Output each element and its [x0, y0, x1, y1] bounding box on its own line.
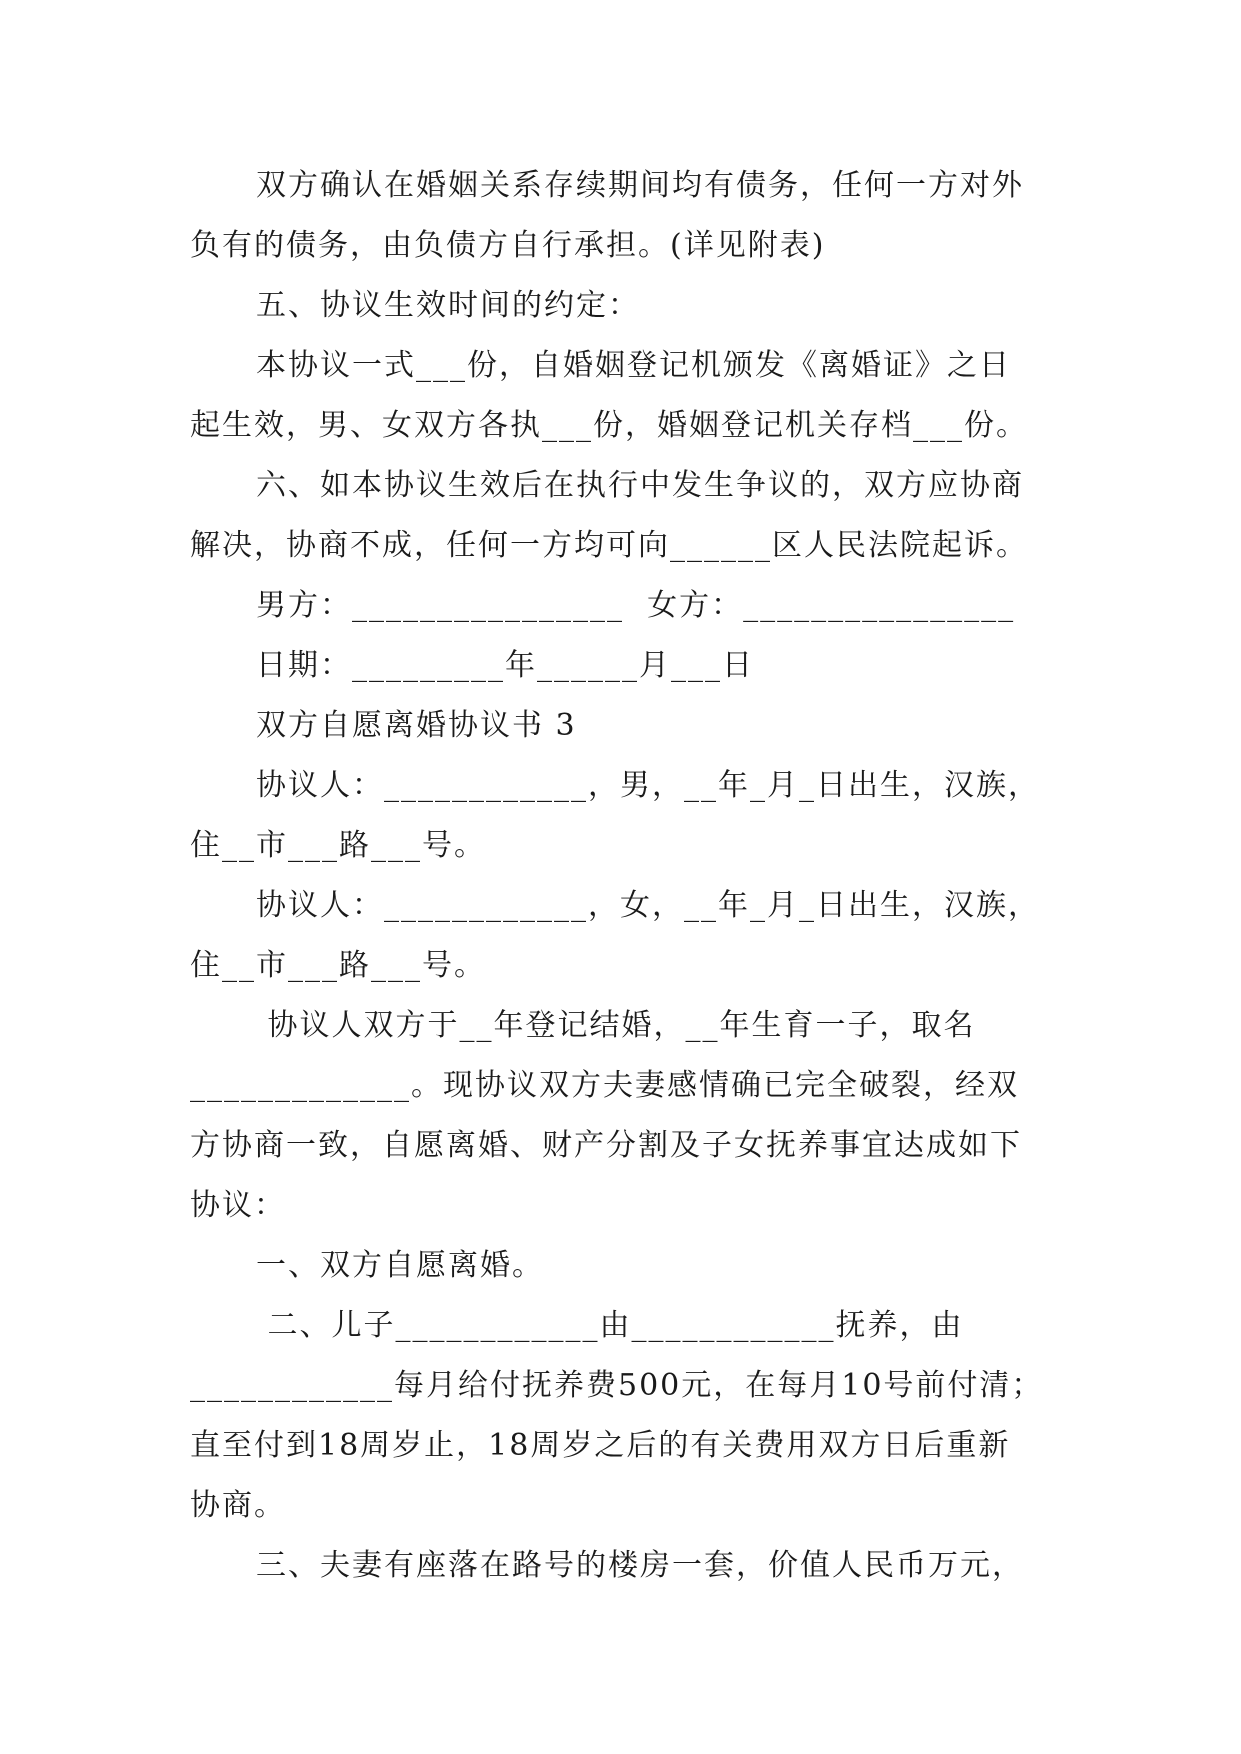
address-line: 住__市___路___号。	[190, 948, 486, 983]
document-title: 双方自愿离婚协议书 3	[256, 708, 577, 743]
paragraph-line: _____________。现协议双方夫妻感情确已完全破裂，经双	[190, 1068, 1019, 1103]
paragraph-line: 协商。	[190, 1488, 286, 1523]
party-line: 协议人：____________，女，__年_月_日出生，汉族，	[256, 888, 1040, 923]
paragraph-line: 六、如本协议生效后在执行中发生争议的，双方应协商	[256, 468, 1024, 503]
paragraph-line: 解决，协商不成，任何一方均可向______区人民法院起诉。	[190, 528, 1028, 563]
paragraph-line: 双方确认在婚姻关系存续期间均有债务，任何一方对外	[256, 168, 1024, 203]
paragraph-line: 方协商一致，自愿离婚、财产分割及子女抚养事宜达成如下	[190, 1128, 1022, 1163]
paragraph-line: 负有的债务，由负债方自行承担。(详见附表)	[190, 228, 826, 263]
paragraph-line: 直至付到18周岁止，18周岁之后的有关费用双方日后重新	[190, 1428, 1011, 1463]
paragraph-line: 起生效，男、女双方各执___份，婚姻登记机关存档___份。	[190, 408, 1028, 443]
section-heading: 五、协议生效时间的约定：	[256, 288, 640, 323]
address-line: 住__市___路___号。	[190, 828, 486, 863]
clause-line: 一、双方自愿离婚。	[256, 1248, 544, 1283]
party-line: 协议人：____________，男，__年_月_日出生，汉族，	[256, 768, 1040, 803]
signature-line: 男方：________________ 女方：________________	[256, 588, 1016, 623]
paragraph-line: 协议：	[190, 1188, 286, 1223]
clause-line: 三、夫妻有座落在路号的楼房一套，价值人民币万元，	[256, 1548, 1024, 1583]
paragraph-line: 协议人双方于__年登记结婚，__年生育一子，取名	[256, 1008, 976, 1043]
clause-line: 二、儿子____________由____________抚养，由	[256, 1308, 964, 1343]
paragraph-line: ____________每月给付抚养费500元，在每月10号前付清；	[190, 1368, 1044, 1403]
paragraph-line: 本协议一式___份，自婚姻登记机颁发《离婚证》之日	[256, 348, 1011, 383]
date-line: 日期：_________年______月___日	[256, 648, 754, 683]
